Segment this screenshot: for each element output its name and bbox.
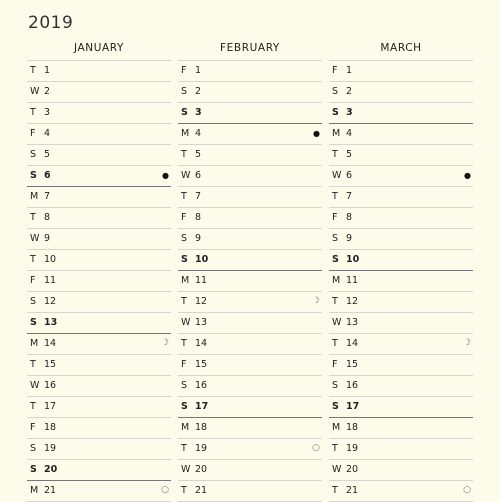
day-row	[329, 229, 473, 250]
month-column-february	[178, 40, 322, 502]
day-row	[27, 292, 171, 313]
weekday-letter: F	[181, 212, 187, 223]
weekday-letter: W	[332, 464, 342, 475]
weekday-letter: S	[181, 233, 188, 244]
weekday-letter: T	[30, 212, 36, 223]
day-number: 4	[44, 128, 51, 139]
day-row	[27, 187, 171, 208]
day-number: 19	[346, 443, 359, 454]
day-number: 1	[346, 65, 353, 76]
weekday-letter: T	[181, 443, 187, 454]
weekday-letter: W	[181, 317, 191, 328]
day-row	[27, 397, 171, 418]
weekday-letter: M	[30, 338, 39, 349]
month-column-march	[329, 40, 473, 502]
weekday-letter: S	[30, 464, 37, 475]
day-number: 18	[346, 422, 359, 433]
day-number: 8	[346, 212, 353, 223]
weekday-letter: S	[30, 149, 37, 160]
weekday-letter: F	[30, 128, 36, 139]
day-number: 6	[44, 170, 51, 181]
day-number: 10	[44, 254, 57, 265]
day-row	[178, 292, 322, 313]
day-row	[178, 460, 322, 481]
day-number: 3	[346, 107, 353, 118]
day-number: 16	[346, 380, 359, 391]
day-row	[178, 313, 322, 334]
weekday-letter: F	[30, 275, 36, 286]
day-number: 6	[195, 170, 202, 181]
weekday-letter: T	[181, 191, 187, 202]
full-moon-icon: ○	[312, 443, 320, 453]
full-moon-icon: ○	[161, 485, 169, 495]
month-column-january	[27, 40, 171, 502]
day-row	[27, 124, 171, 145]
day-row	[178, 187, 322, 208]
month-name: JANUARY	[73, 42, 125, 54]
day-number: 19	[195, 443, 208, 454]
weekday-letter: M	[181, 128, 190, 139]
weekday-letter: W	[30, 233, 40, 244]
day-number: 2	[346, 86, 353, 97]
weekday-letter: S	[30, 317, 37, 328]
day-row	[329, 481, 473, 502]
weekday-letter: T	[30, 254, 36, 265]
day-number: 17	[346, 401, 360, 412]
day-row	[178, 376, 322, 397]
weekday-letter: T	[332, 338, 338, 349]
day-row	[27, 481, 171, 502]
day-row	[329, 124, 473, 145]
day-number: 12	[346, 296, 359, 307]
weekday-letter: S	[181, 401, 188, 412]
weekday-letter: W	[30, 380, 40, 391]
day-number: 4	[346, 128, 353, 139]
weekday-letter: T	[181, 296, 187, 307]
day-row	[329, 187, 473, 208]
day-number: 11	[346, 275, 359, 286]
day-number: 9	[346, 233, 353, 244]
day-number: 9	[44, 233, 51, 244]
day-row	[178, 334, 322, 355]
day-number: 15	[44, 359, 57, 370]
weekday-letter: W	[332, 170, 342, 181]
weekday-letter: F	[181, 359, 187, 370]
day-number: 11	[195, 275, 208, 286]
weekday-letter: S	[332, 401, 339, 412]
day-list	[27, 60, 171, 502]
day-number: 3	[44, 107, 51, 118]
day-row	[329, 313, 473, 334]
weekday-letter: S	[332, 86, 339, 97]
day-number: 9	[195, 233, 202, 244]
weekday-letter: M	[181, 422, 190, 433]
day-number: 13	[195, 317, 208, 328]
weekday-letter: M	[332, 422, 341, 433]
weekday-letter: T	[30, 401, 36, 412]
day-number: 19	[44, 443, 57, 454]
day-row	[178, 82, 322, 103]
new-moon-icon: ●	[313, 129, 320, 138]
day-number: 20	[44, 464, 58, 475]
weekday-letter: M	[332, 275, 341, 286]
day-row	[178, 166, 322, 187]
day-row	[329, 271, 473, 292]
day-number: 13	[346, 317, 359, 328]
day-number: 4	[195, 128, 202, 139]
day-row	[27, 418, 171, 439]
day-number: 6	[346, 170, 353, 181]
month-name: MARCH	[380, 42, 422, 54]
day-row	[178, 208, 322, 229]
weekday-letter: T	[332, 443, 338, 454]
day-row	[329, 334, 473, 355]
day-number: 18	[44, 422, 57, 433]
weekday-letter: F	[332, 212, 338, 223]
weekday-letter: M	[30, 191, 39, 202]
day-row	[329, 460, 473, 481]
weekday-letter: T	[30, 65, 36, 76]
day-number: 11	[44, 275, 57, 286]
day-row	[178, 271, 322, 292]
weekday-letter: F	[332, 65, 338, 76]
day-row	[178, 229, 322, 250]
day-row	[329, 208, 473, 229]
weekday-letter: F	[332, 359, 338, 370]
day-row	[178, 124, 322, 145]
day-number: 21	[195, 485, 208, 496]
day-number: 17	[44, 401, 57, 412]
day-row	[178, 397, 322, 418]
weekday-letter: T	[30, 107, 36, 118]
weekday-letter: S	[30, 170, 37, 181]
day-row	[178, 418, 322, 439]
day-number: 14	[346, 338, 359, 349]
day-row	[27, 313, 171, 334]
day-row	[27, 166, 171, 187]
day-row	[178, 145, 322, 166]
weekday-letter: S	[332, 107, 339, 118]
day-row	[178, 61, 322, 82]
full-moon-icon: ○	[463, 485, 471, 495]
weekday-letter: W	[181, 464, 191, 475]
day-number: 7	[44, 191, 51, 202]
day-row	[27, 229, 171, 250]
day-number: 18	[195, 422, 208, 433]
first-quarter-moon-icon: ☽	[311, 296, 320, 306]
day-row	[329, 355, 473, 376]
day-row	[329, 250, 473, 271]
day-list	[329, 60, 473, 502]
day-row	[329, 103, 473, 124]
day-row	[27, 61, 171, 82]
day-number: 15	[346, 359, 359, 370]
day-number: 7	[195, 191, 202, 202]
day-number: 21	[44, 485, 57, 496]
weekday-letter: S	[332, 380, 339, 391]
day-number: 20	[346, 464, 359, 475]
day-row	[27, 271, 171, 292]
day-row	[27, 355, 171, 376]
weekday-letter: S	[30, 296, 37, 307]
day-row	[329, 145, 473, 166]
day-list	[178, 60, 322, 502]
day-row	[178, 250, 322, 271]
day-row	[329, 61, 473, 82]
day-row	[329, 166, 473, 187]
weekday-letter: T	[332, 296, 338, 307]
weekday-letter: S	[332, 254, 339, 265]
day-number: 20	[195, 464, 208, 475]
day-number: 2	[195, 86, 202, 97]
weekday-letter: T	[332, 191, 338, 202]
weekday-letter: M	[30, 485, 39, 496]
day-row	[178, 439, 322, 460]
weekday-letter: T	[181, 485, 187, 496]
day-number: 7	[346, 191, 353, 202]
day-number: 16	[195, 380, 208, 391]
weekday-letter: F	[181, 65, 187, 76]
weekday-letter: M	[332, 128, 341, 139]
weekday-letter: S	[332, 233, 339, 244]
weekday-letter: S	[181, 86, 188, 97]
day-number: 14	[44, 338, 57, 349]
day-number: 8	[195, 212, 202, 223]
day-row	[329, 397, 473, 418]
day-row	[27, 376, 171, 397]
weekday-letter: T	[332, 149, 338, 160]
weekday-letter: W	[30, 86, 40, 97]
day-number: 16	[44, 380, 57, 391]
weekday-letter: T	[181, 149, 187, 160]
day-row	[329, 418, 473, 439]
day-number: 13	[44, 317, 58, 328]
weekday-letter: S	[181, 380, 188, 391]
day-number: 1	[44, 65, 51, 76]
day-number: 10	[346, 254, 360, 265]
weekday-letter: S	[30, 443, 37, 454]
weekday-letter: M	[181, 275, 190, 286]
day-row	[329, 439, 473, 460]
weekday-letter: W	[332, 317, 342, 328]
day-number: 12	[195, 296, 208, 307]
day-row	[27, 334, 171, 355]
day-number: 17	[195, 401, 209, 412]
month-name: FEBRUARY	[220, 42, 280, 54]
day-number: 1	[195, 65, 202, 76]
day-number: 5	[195, 149, 202, 160]
day-number: 3	[195, 107, 202, 118]
day-row	[178, 481, 322, 502]
day-number: 15	[195, 359, 208, 370]
day-number: 2	[44, 86, 51, 97]
first-quarter-moon-icon: ☽	[462, 338, 471, 348]
day-number: 14	[195, 338, 208, 349]
day-row	[27, 208, 171, 229]
day-row	[27, 250, 171, 271]
year-title: 2019	[28, 13, 74, 33]
day-row	[27, 439, 171, 460]
day-row	[27, 145, 171, 166]
weekday-letter: S	[181, 254, 188, 265]
day-row	[27, 103, 171, 124]
day-row	[178, 103, 322, 124]
weekday-letter: F	[30, 422, 36, 433]
weekday-letter: T	[30, 359, 36, 370]
day-row	[329, 376, 473, 397]
weekday-letter: W	[181, 170, 191, 181]
day-row	[178, 355, 322, 376]
weekday-letter: T	[332, 485, 338, 496]
weekday-letter: T	[181, 338, 187, 349]
day-row	[27, 82, 171, 103]
day-number: 10	[195, 254, 209, 265]
day-row	[329, 292, 473, 313]
day-number: 12	[44, 296, 57, 307]
first-quarter-moon-icon: ☽	[160, 338, 169, 348]
day-number: 5	[44, 149, 51, 160]
new-moon-icon: ●	[162, 171, 169, 180]
day-number: 21	[346, 485, 359, 496]
day-row	[329, 82, 473, 103]
day-row	[27, 460, 171, 481]
day-number: 5	[346, 149, 353, 160]
new-moon-icon: ●	[464, 171, 471, 180]
day-number: 8	[44, 212, 51, 223]
weekday-letter: S	[181, 107, 188, 118]
